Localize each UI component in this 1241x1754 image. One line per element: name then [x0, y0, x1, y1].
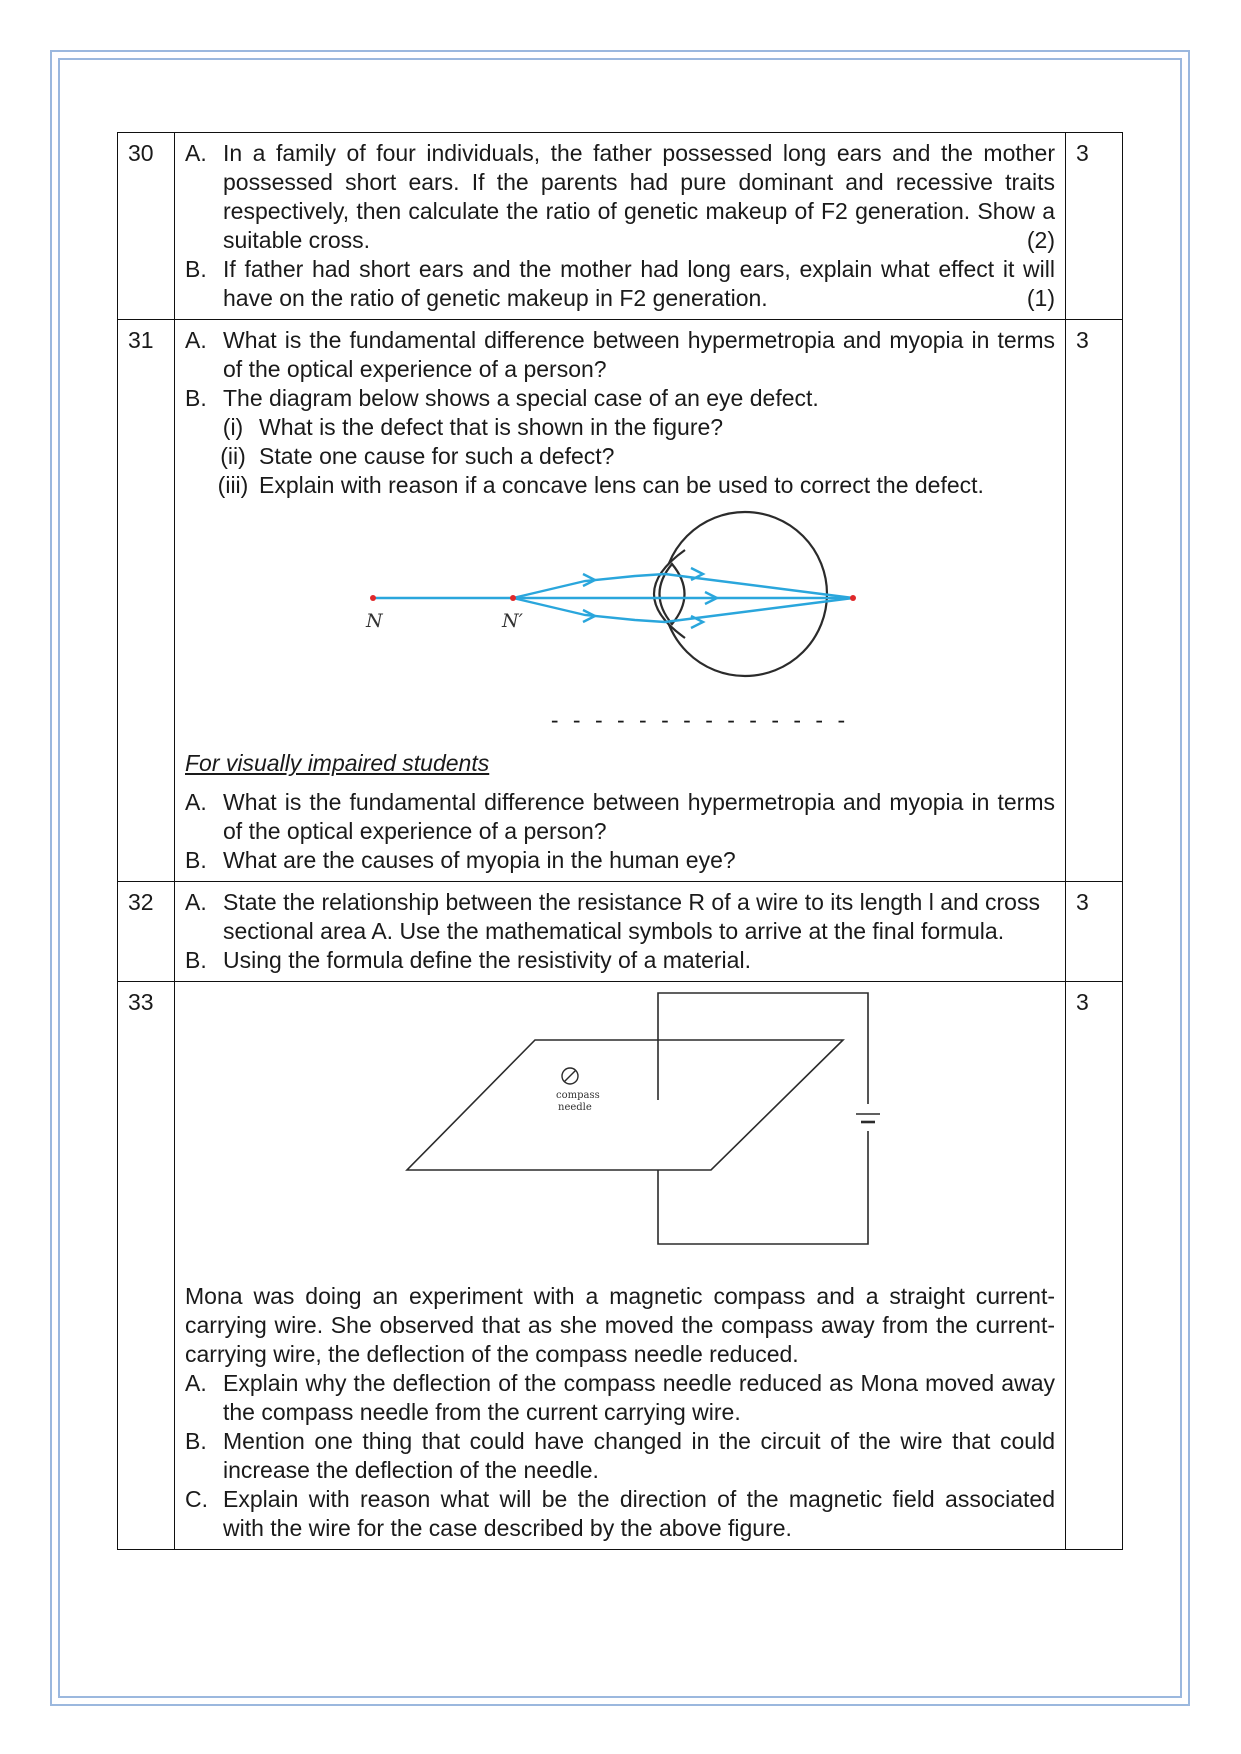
part-label: B.	[185, 1428, 207, 1454]
question-number: 31	[118, 320, 175, 882]
question-content	[175, 320, 1066, 882]
subpart-text: State one cause for such a defect?	[259, 443, 615, 469]
eye-defect-diagram	[185, 506, 1085, 706]
label-n-prime: N′	[502, 610, 523, 632]
question-marks: 3	[1066, 133, 1123, 320]
part-text: Explain with reason what will be the direction of the magnetic field associated with the wire for the case described by the above figure.	[223, 1486, 1055, 1541]
part-text: What are the causes of myopia in the human eye?	[223, 847, 736, 873]
question-row-32	[118, 882, 1123, 982]
compass-label-line2: needle	[558, 1102, 592, 1113]
focus-point	[850, 595, 856, 601]
part-label: B.	[185, 847, 207, 873]
point-n	[370, 595, 376, 601]
question-intro: Mona was doing an experiment with a magnetic compass and a straight current-carrying wire. She observed that as she moved the compass away from the current-carrying wire, the deflection of the compass needle reduced.	[185, 1283, 1055, 1367]
question-row-33	[118, 982, 1123, 1550]
label-n: N	[366, 610, 383, 632]
question-marks: 3	[1066, 982, 1123, 1550]
part-label: B.	[185, 947, 207, 973]
part-text: Mention one thing that could have changed in the circuit of the wire that could increase the deflection of the needle.	[223, 1428, 1055, 1483]
part-text: What is the fundamental difference between hypermetropia and myopia in terms of the optical experience of a person?	[223, 789, 1055, 844]
part-text: Using the formula define the resistivity of a material.	[223, 947, 751, 973]
question-marks: 3	[1066, 882, 1123, 982]
part-label: A.	[185, 889, 207, 915]
subpart	[207, 471, 1055, 500]
question-part	[185, 888, 1055, 946]
subpart-label: (iii)	[217, 472, 249, 498]
question-row-30	[118, 133, 1123, 320]
question-part	[185, 139, 1055, 255]
wire-lower	[658, 1131, 868, 1244]
part-text: What is the fundamental difference between hypermetropia and myopia in terms of the optical experience of a person?	[223, 327, 1055, 382]
part-label: A.	[185, 1370, 207, 1396]
separator: - - - - - - - - - - - - - -	[550, 707, 850, 733]
visually-impaired-heading: For visually impaired students	[185, 750, 490, 776]
question-part	[185, 384, 1055, 413]
question-part	[185, 1369, 1055, 1427]
part-text: The diagram below shows a special case of an eye defect.	[223, 385, 819, 411]
question-marks: 3	[1066, 320, 1123, 882]
question-number: 30	[118, 133, 175, 320]
part-text-body: In a family of four individuals, the father possessed long ears and the mother possessed short ears. If the parents had pure dominant and recessive traits respectively, then calculate the ratio of genetic makeup of F2 generation. Show a suitable cross.	[223, 140, 1055, 253]
question-part	[185, 1427, 1055, 1485]
subpart-text: Explain with reason if a concave lens can be used to correct the defect.	[259, 472, 984, 498]
question-row-31	[118, 320, 1123, 882]
question-number: 33	[118, 982, 175, 1550]
question-part	[185, 326, 1055, 384]
part-label: A.	[185, 789, 207, 815]
part-label: C.	[185, 1486, 208, 1512]
part-text-body: If father had short ears and the mother had long ears, explain what effect it will have on the ratio of genetic makeup in F2 generation.	[223, 256, 1055, 311]
part-label: A.	[185, 140, 207, 166]
part-text: State the relationship between the resistance R of a wire to its length l and cross sectional area A. Use the mathematical symbols to arrive at the final formula.	[223, 889, 1040, 944]
subpart	[207, 442, 1055, 471]
compass-label-line1: compass	[556, 1090, 600, 1101]
light-rays	[373, 568, 853, 628]
wire-upper	[658, 993, 868, 1104]
part-label: B.	[185, 256, 207, 282]
subpart-label: (ii)	[220, 443, 246, 469]
part-text	[223, 255, 1055, 313]
part-text	[223, 139, 1055, 255]
question-part	[185, 255, 1055, 313]
part-label: B.	[185, 385, 207, 411]
question-number: 32	[118, 882, 175, 982]
part-text: Explain why the deflection of the compass needle reduced as Mona moved away the compass needle from the current carrying wire.	[223, 1370, 1055, 1425]
question-content	[175, 982, 1066, 1550]
eyeball-outline	[663, 512, 827, 676]
wire-compass-diagram	[185, 988, 1065, 1278]
subpart-label: (i)	[222, 414, 244, 440]
part-marks: (1)	[1026, 285, 1055, 311]
compass-needle-pointer	[564, 1070, 576, 1082]
point-n-prime	[510, 595, 516, 601]
part-marks: (2)	[1026, 227, 1055, 253]
question-content	[175, 882, 1066, 982]
question-part	[185, 1485, 1055, 1543]
part-label: A.	[185, 327, 207, 353]
question-content	[175, 133, 1066, 320]
question-part	[185, 946, 1055, 975]
vi-question-part	[185, 788, 1055, 846]
vi-question-part	[185, 846, 1055, 875]
subpart	[207, 413, 1055, 442]
subpart-text: What is the defect that is shown in the figure?	[259, 414, 724, 440]
questions-table	[117, 132, 1123, 1550]
horizontal-board	[407, 1040, 843, 1170]
